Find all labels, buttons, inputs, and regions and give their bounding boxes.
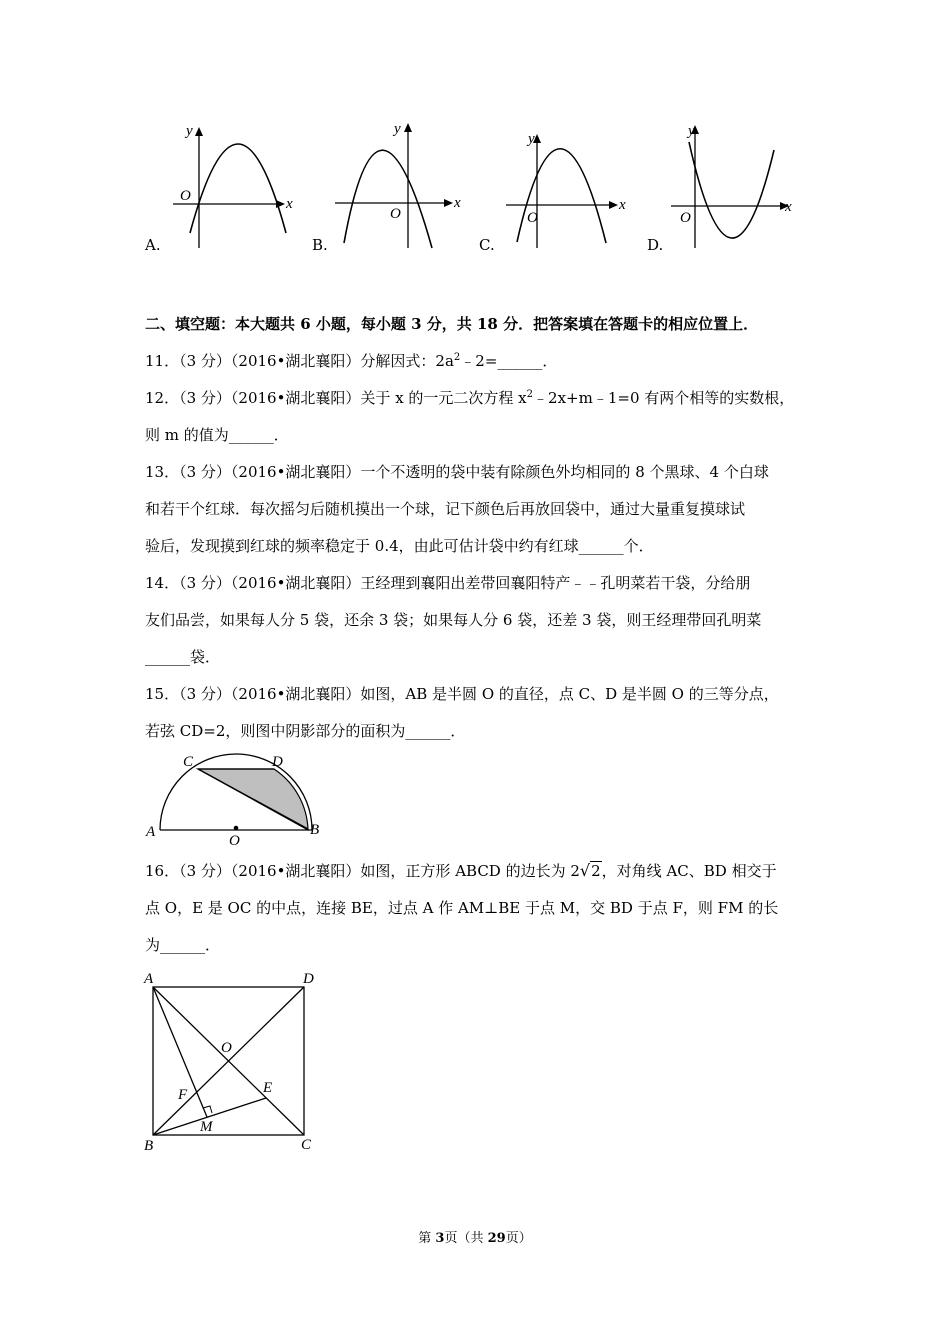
current-page: 3 [435,1231,445,1246]
question-15-line-2: 若弦 CD=2，则图中阴影部分的面积为______． [145,722,466,740]
origin-label: O [527,210,538,226]
y-axis-label: y [394,121,401,137]
point-d-label: D [272,754,283,770]
point-m-label: M [200,1119,213,1135]
origin-label: O [180,188,191,204]
y-axis-label: y [528,131,535,147]
x-axis-label: x [619,197,626,213]
option-b-label[interactable]: B. [312,236,328,254]
option-c-label[interactable]: C. [479,236,495,254]
point-c-label: C [301,1137,312,1153]
point-e-label: E [263,1080,273,1096]
point-d-label: D [303,971,314,987]
point-f-label: F [178,1087,188,1103]
question-13-line-3: 验后，发现摸到红球的频率稳定于 0.4，由此可估计袋中约有红球______个． [145,537,654,555]
question-14-line-2: 友们品尝，如果每人分 5 袋，还余 3 袋；如果每人分 6 袋，还差 3 袋，则王经理带回孔明菜 [145,611,762,629]
section-title: 二、填空题：本大题共 6 小题，每小题 3 分，共 18 分．把答案填在答题卡的相应位置上． [145,315,759,333]
point-a-label: A [146,824,156,840]
graph-option-b [330,115,465,250]
point-b-label: B [310,822,320,838]
graph-option-a [168,115,303,250]
question-13-line-1: 13．（3 分）（2016•湖北襄阳）一个不透明的袋中装有除颜色外均相同的 8 个黑球、4 个白球 [145,463,769,481]
x-axis-label: x [454,195,461,211]
page-footer: 第 3页（共 29页） [418,1231,532,1246]
total-pages: 29 [487,1231,506,1246]
question-16-line-2: 点 O，E 是 OC 的中点，连接 BE，过点 A 作 AM⊥BE 于点 M，交 BD 于点 F，则 FM 的长 [145,899,779,917]
y-axis-label: y [186,123,193,139]
sqrt-symbol: √2 [579,861,601,880]
question-12-line-1: 12．（3 分）（2016•湖北襄阳）关于 x 的一元二次方程 $x^2﹣2x+m﹣1=0$ 有两个相等的实数根， [145,389,795,407]
semicircle-figure [140,748,330,848]
point-o-label: O [229,833,240,848]
x-axis-label: x [785,199,792,215]
option-a-label[interactable]: A. [145,236,161,254]
question-11: 11．（3 分）（2016•湖北襄阳）分解因式：$2a^2﹣2=\_\_\_\_\_\_$． [145,352,558,370]
point-o-label: O [221,1040,232,1056]
point-a-label: A [144,971,154,987]
origin-label: O [390,206,401,222]
question-16-line-1: 16．（3 分）（2016•湖北襄阳）如图，正方形 ABCD 的边长为 2√2，对角线 AC、BD 相交于 [145,861,777,880]
graph-option-d [668,115,803,250]
question-16-line-3: 为______． [145,936,221,954]
point-c-label: C [183,754,194,770]
question-14-line-3: ______袋． [145,648,221,666]
point-b-label: B [144,1138,154,1154]
origin-label: O [680,210,691,226]
graph-option-c [503,115,638,250]
question-13-line-2: 和若干个红球．每次摇匀后随机摸出一个球，记下颜色后再放回袋中，通过大量重复摸球试 [145,500,746,518]
question-12-line-2: 则 m 的值为______． [145,426,289,444]
question-14-line-1: 14．（3 分）（2016•湖北襄阳）王经理到襄阳出差带回襄阳特产﹣﹣孔明菜若干袋，分给朋 [145,574,751,592]
square-figure [140,965,330,1155]
x-axis-label: x [286,196,293,212]
question-15-line-1: 15．（3 分）（2016•湖北襄阳）如图，AB 是半圆 O 的直径，点 C、D 是半圆 O 的三等分点， [145,685,779,703]
y-axis-label: y [688,123,695,139]
option-d-label[interactable]: D. [647,236,664,254]
